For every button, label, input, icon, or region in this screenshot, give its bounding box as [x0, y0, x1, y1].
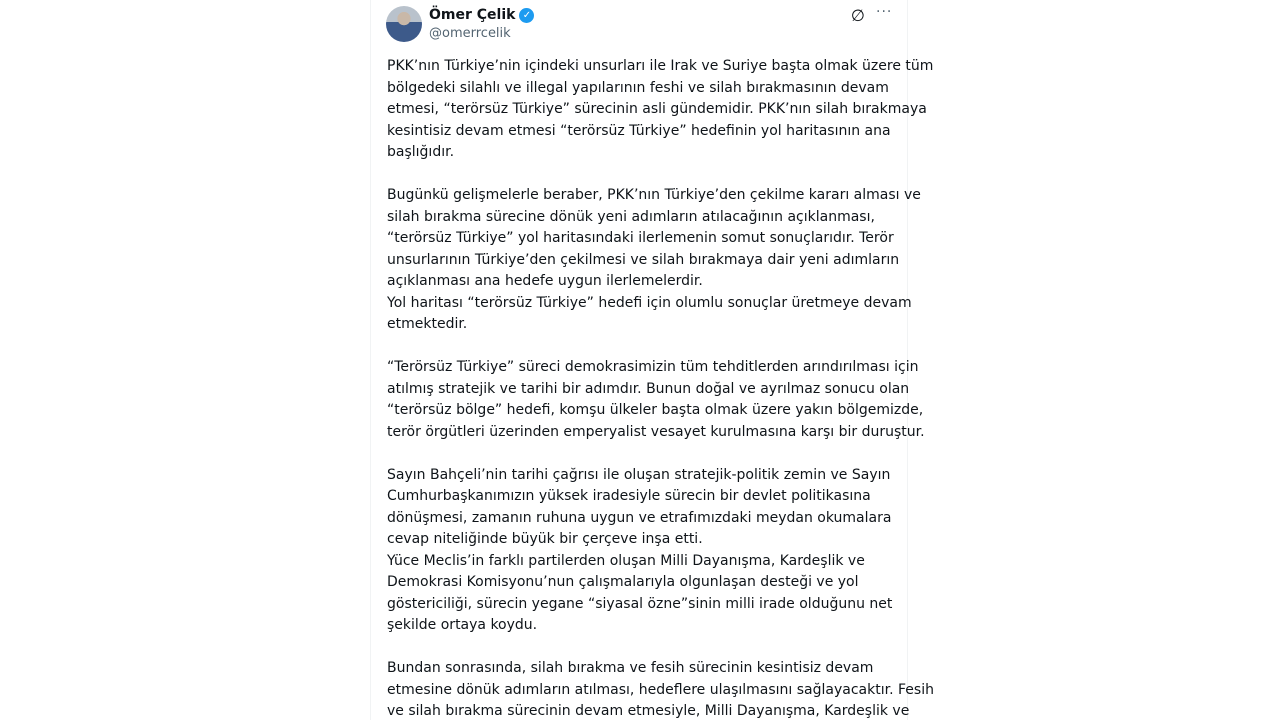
- tweet-text-line: [387, 443, 902, 465]
- tweet-text-line: Yol haritası “terörsüz Türkiye” hedefi için olumlu sonuçlar üretmeye devam: [387, 294, 912, 311]
- tweet-text-line: terör örgütleri üzerinden emperyalist vesayet kurulmasına karşı bir duruştur.: [387, 423, 925, 440]
- grok-icon[interactable]: ∅: [851, 6, 865, 25]
- author-handle[interactable]: @omerrcelik: [429, 26, 511, 41]
- tweet-text-line: göstericiliği, sürecin yegane “siyasal özne”sinin milli irade olduğunu net: [387, 595, 893, 612]
- author-name-row[interactable]: [429, 7, 534, 23]
- more-icon[interactable]: ···: [876, 4, 893, 20]
- tweet-text-line: etmesine dönük adımların atılması, hedeflere ulaşılmasını sağlayacaktır. Fesih: [387, 681, 934, 698]
- tweet-text-line: etmektedir.: [387, 316, 468, 332]
- tweet-text-line: şekilde ortaya koydu.: [387, 617, 538, 633]
- tweet-text-line: [387, 336, 902, 358]
- tweet-text-line: başlığıdır.: [387, 144, 455, 160]
- tweet-text-line: “terörsüz bölge” hedefi, komşu ülkeler başta olmak üzere yakın bölgemizde,: [387, 402, 924, 418]
- tweet-text-line: atılmış stratejik ve tarihi bir adımdır. Bunun doğal ve ayrılmaz sonucu olan: [387, 380, 910, 397]
- tweet-text-line: silah bırakma sürecine dönük yeni adımların atılacağının açıklanması,: [387, 208, 875, 225]
- tweet-card: [370, 0, 934, 720]
- tweet-text-line: Yüce Meclis’in farklı partilerden oluşan Milli Dayanışma, Kardeşlik ve: [387, 552, 865, 569]
- avatar[interactable]: [386, 6, 422, 42]
- tweet-text-line: Demokrasi Komisyonu’nun çalışmalarıyla olgunlaşan desteği ve yol: [387, 574, 859, 590]
- tweet-text-line: PKK’nın Türkiye’nin içindeki unsurları ile Irak ve Suriye başta olmak üzere tüm: [387, 58, 934, 74]
- tweet-text-line: Sayın Bahçeli’nin tarihi çağrısı ile oluşan stratejik-politik zemin ve Sayın: [387, 466, 891, 483]
- tweet-text-line: Cumhurbaşkanımızın yüksek iradesiyle sürecin bir devlet politikasına: [387, 488, 871, 504]
- tweet-text-line: “Terörsüz Türkiye” süreci demokrasimizin tüm tehditlerden arındırılması için: [387, 359, 919, 375]
- tweet-text-line: açıklanması ana hedefe uygun ilerlemelerdir.: [387, 273, 703, 289]
- tweet-text-line: dönüşmesi, zamanın ruhuna uygun ve etrafımızdaki meydan okumalara: [387, 509, 892, 526]
- tweet-text-line: [387, 164, 902, 186]
- tweet-text-line: ve silah bırakma sürecinin devam etmesiyle, Milli Dayanışma, Kardeşlik ve: [387, 703, 910, 719]
- verified-badge-icon: ✓: [519, 8, 534, 23]
- tweet-text-line: Bugünkü gelişmelerle beraber, PKK’nın Türkiye’den çekilme kararı alması ve: [387, 187, 921, 203]
- tweet-text-line: cevap niteliğinde büyük bir çerçeve inşa etti.: [387, 531, 703, 547]
- tweet-text-line: [387, 637, 902, 659]
- tweet-text-line: Bundan sonrasında, silah bırakma ve fesih sürecinin kesintisiz devam: [387, 660, 874, 676]
- tweet-text-line: etmesi, “terörsüz Türkiye” sürecinin asli gündemidir. PKK’nın silah bırakmaya: [387, 101, 927, 117]
- tweet-text-line: unsurlarının Türkiye’den çekilmesi ve silah bırakmaya dair yeni adımların: [387, 251, 900, 268]
- tweet-text: [387, 56, 934, 723]
- tweet-text-line: kesintisiz devam etmesi “terörsüz Türkiye” hedefinin yol haritasının ana: [387, 122, 891, 139]
- author-name[interactable]: Ömer Çelik: [429, 7, 516, 23]
- tweet-text-line: “terörsüz Türkiye” yol haritasındaki ilerlemenin somut sonuçlarıdır. Terör: [387, 230, 894, 246]
- tweet-text-line: bölgedeki silahlı ve illegal yapılarının feshi ve silah bırakmasının devam: [387, 79, 889, 96]
